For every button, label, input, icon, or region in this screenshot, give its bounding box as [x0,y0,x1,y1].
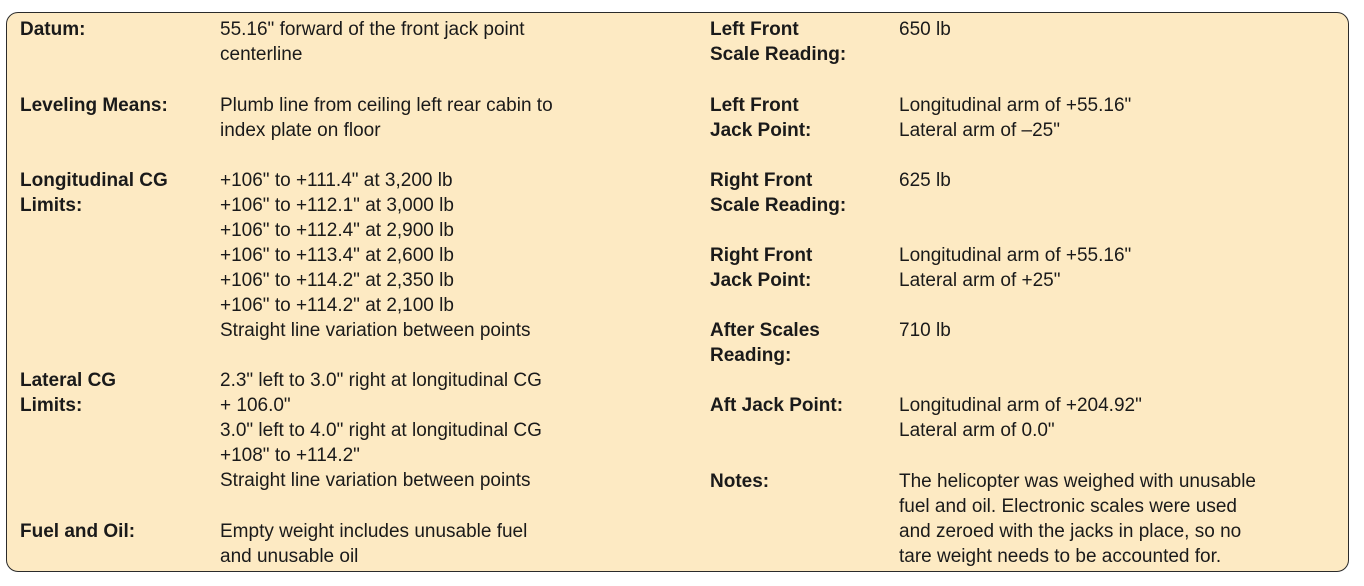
right-front-jack-point-label: Right Front Jack Point: [710,245,813,291]
notes-label: Notes: [710,471,770,492]
longitudinal-cg-limits-label: Longitudinal CG Limits: [20,170,168,216]
right-front-scale-reading-value: 625 lb [899,170,951,191]
notes-value: The helicopter was weighed with unusable fuel and oil. Electronic scales were used and zeroed with the jacks in place, so no tare weight needs to be accounted for. [899,471,1256,567]
longitudinal-cg-limits-value: +106" to +111.4" at 3,200 lb +106" to +112.1" at 3,000 lb +106" to +112.4" at 2,900 lb +106" to +113.4" at 2,600 lb +106" to +114.2" at 2,350 lb +106" to +114.2" at 2,100 lb Straight line variation between points [220,170,531,341]
leveling-means-value: Plumb line from ceiling left rear cabin to index plate on floor [220,95,553,141]
right-front-jack-point-value: Longitudinal arm of +55.16" Lateral arm of +25" [899,245,1132,291]
after-scales-reading-value: 710 lb [899,320,951,341]
left-front-scale-reading-label: Left Front Scale Reading: [710,19,847,65]
datum-label: Datum: [20,19,86,40]
left-front-scale-reading-value: 650 lb [899,19,951,40]
left-front-jack-point-value: Longitudinal arm of +55.16" Lateral arm of –25" [899,95,1132,141]
lateral-cg-limits-label: Lateral CG Limits: [20,370,117,416]
fuel-and-oil-value: Empty weight includes unusable fuel and unusable oil [220,521,528,567]
leveling-means-label: Leveling Means: [20,95,168,116]
aft-jack-point-label: Aft Jack Point: [710,395,844,416]
after-scales-reading-label: After Scales Reading: [710,320,820,366]
datum-value: 55.16" forward of the front jack point centerline [220,19,525,65]
right-front-scale-reading-label: Right Front Scale Reading: [710,170,847,216]
lateral-cg-limits-value: 2.3" left to 3.0" right at longitudinal CG + 106.0" 3.0" left to 4.0" right at longitudinal CG +108" to +114.2" Straight line variation between points [220,370,542,491]
left-front-jack-point-label: Left Front Jack Point: [710,95,812,141]
fuel-and-oil-label: Fuel and Oil: [20,521,136,542]
aft-jack-point-value: Longitudinal arm of +204.92" Lateral arm of 0.0" [899,395,1142,441]
